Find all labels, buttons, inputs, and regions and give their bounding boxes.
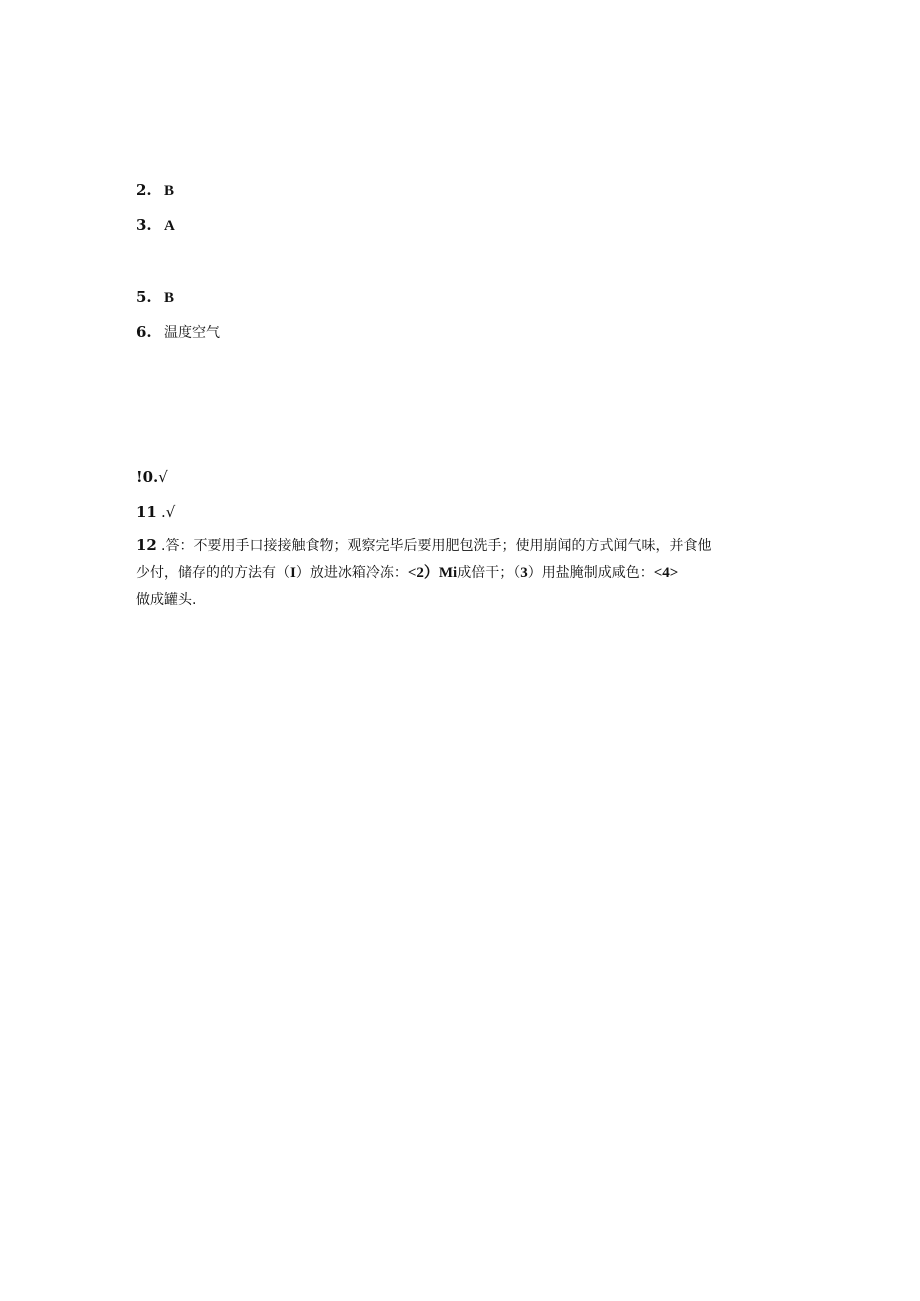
answer-3	[136, 215, 175, 236]
answer-12-line-3	[136, 587, 786, 614]
answer-12	[136, 532, 786, 614]
answer-number: 3.	[136, 216, 152, 234]
answer-text: 少付，储存的的方法有（	[136, 565, 290, 581]
answer-text: B	[164, 183, 175, 199]
answer-11	[136, 502, 175, 522]
answer-number: 2.	[136, 181, 152, 199]
answer-text: .答：不要用手口接接触食物；观察完毕后要用肥包洗手；使用崩闻的方式闻气味，并食他	[161, 538, 712, 554]
answer-text: A	[164, 218, 175, 234]
answer-text: ）用盐腌制成咸色：	[527, 565, 654, 581]
answer-text: .√	[161, 503, 176, 521]
answer-text: 3	[520, 565, 528, 581]
answer-text: <2）Mi	[407, 565, 458, 581]
answer-text: B	[164, 290, 175, 306]
answer-number: 12	[136, 536, 157, 554]
answer-text: I	[290, 565, 296, 581]
answer-6	[136, 322, 220, 343]
answer-5	[136, 287, 174, 308]
answer-text: ）放进冰箱冷冻：	[295, 565, 408, 581]
answer-12-line-1	[136, 532, 786, 560]
answer-text: 成倍干；（	[457, 565, 521, 581]
answer-2	[136, 180, 174, 201]
answer-text: 温度空气	[164, 325, 220, 341]
answer-number: 6.	[136, 323, 152, 341]
answer-text: √	[158, 468, 168, 486]
answer-number: 11	[136, 503, 157, 521]
answer-text: <4>	[653, 565, 679, 581]
answer-12-line-2	[136, 560, 786, 587]
answer-text: 做成罐头.	[136, 592, 197, 608]
answer-10	[136, 467, 168, 487]
answer-number: !0.	[136, 468, 159, 486]
answer-number: 5.	[136, 288, 152, 306]
